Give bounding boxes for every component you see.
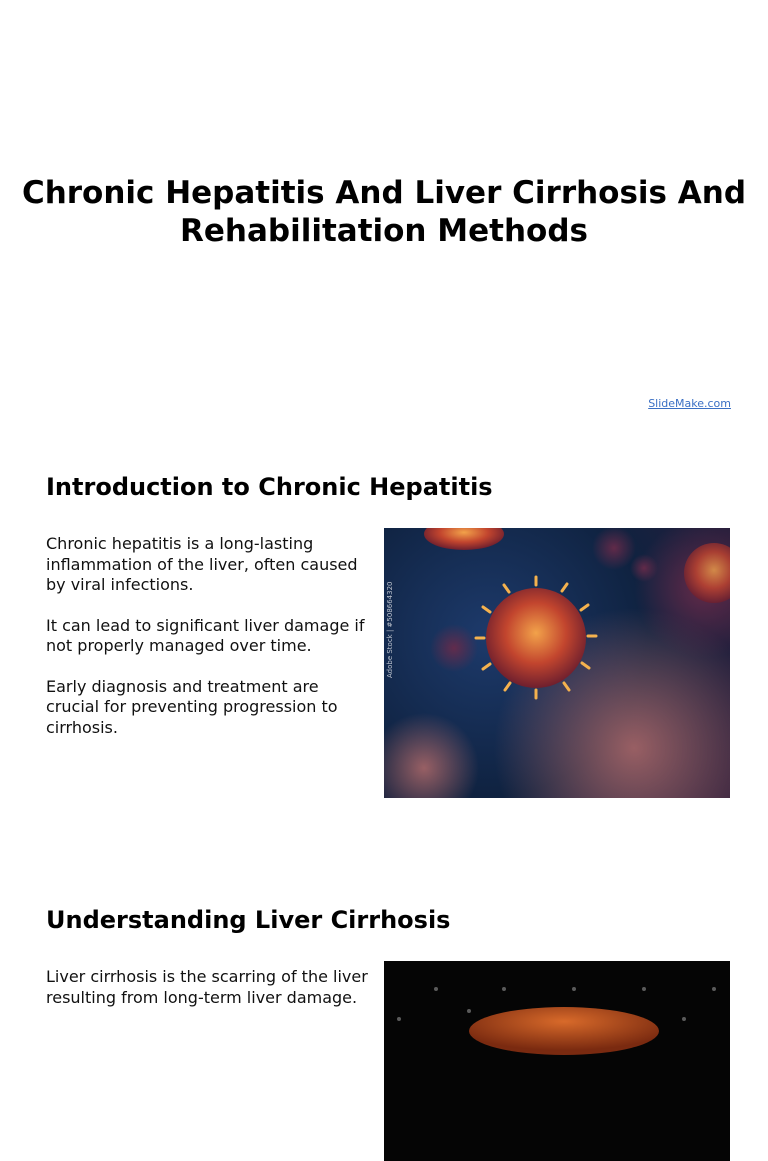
title-slide (0, 0, 768, 430)
virus-illustration (384, 528, 730, 798)
section-body (46, 534, 374, 758)
image-watermark: Adobe Stock | #508664320 (386, 581, 394, 678)
liver-illustration (384, 961, 730, 1161)
section-cirrhosis (46, 905, 730, 1007)
section-body (46, 967, 374, 1028)
slidemake-link[interactable]: SlideMake.com (648, 397, 731, 410)
section-introduction (46, 472, 730, 737)
liver-image (384, 961, 730, 1161)
body-paragraph: Chronic hepatitis is a long-lasting inflammation of the liver, often caused by viral infections. (46, 534, 358, 594)
presentation-title: Chronic Hepatitis And Liver Cirrhosis And Rehabilitation Methods (21, 175, 747, 249)
body-paragraph: It can lead to significant liver damage if not properly managed over time. (46, 615, 365, 655)
body-paragraph: Early diagnosis and treatment are crucial for preventing progression to cirrhosis. (46, 676, 338, 737)
body-paragraph: Liver cirrhosis is the scarring of the liver resulting from long-term liver damage. (46, 967, 368, 1007)
virus-particle (424, 528, 504, 550)
virus-image (384, 528, 730, 798)
section-heading: Introduction to Chronic Hepatitis (46, 473, 493, 501)
section-heading: Understanding Liver Cirrhosis (46, 906, 451, 934)
